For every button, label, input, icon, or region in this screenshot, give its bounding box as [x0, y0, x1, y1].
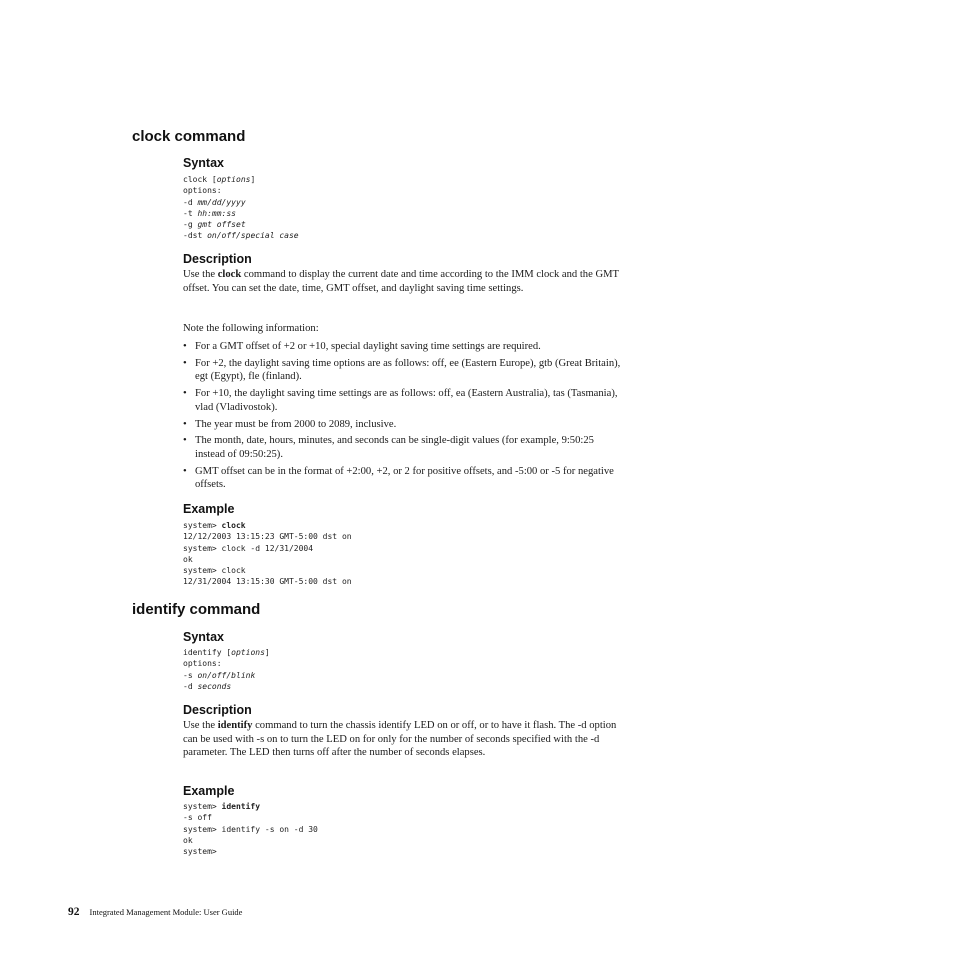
syntax-option-arg: mm/dd/yyyy: [197, 197, 246, 207]
syntax-option-flag: -d: [183, 681, 193, 691]
clock-command-heading: clock command: [132, 128, 246, 145]
list-item: [183, 357, 623, 384]
clock-description-heading: Description: [183, 252, 252, 266]
identify-syntax-block: identify [options] options: -s on/off/blink -d seconds: [183, 648, 270, 691]
command-name-bold: identify: [217, 720, 253, 731]
bullet-icon: •: [183, 357, 187, 369]
identify-description-text: [183, 719, 623, 760]
syntax-options-label: options:: [183, 659, 222, 669]
clock-notes-list: [183, 340, 623, 495]
description-text-part: Use the: [183, 720, 218, 731]
description-text-part: Use the: [183, 269, 218, 280]
bullet-icon: •: [183, 435, 187, 447]
syntax-option-arg: on/off/blink: [197, 670, 256, 680]
example-line: ok: [183, 554, 193, 564]
syntax-options-placeholder: options: [231, 648, 265, 657]
clock-example-block: [183, 520, 352, 588]
syntax-options-placeholder: options: [216, 175, 251, 184]
identify-description-heading: Description: [183, 703, 252, 717]
example-line: system> clock -d 12/31/2004: [183, 543, 314, 553]
example-line: system>: [183, 847, 217, 857]
syntax-option-flag: -t: [183, 208, 193, 218]
list-item-text: For +2, the daylight saving time options are as follows: off, ee (Eastern Europe), gtb (Great Britain), egt (Egypt), fle (finland).: [195, 357, 621, 383]
description-text-part: command to display the current date and time according to the IMM clock and the GMT offset. You can set the date, time, GMT offset, and daylight saving time settings.: [183, 269, 619, 294]
footer-doc-title: Integrated Management Module: User Guide: [89, 907, 243, 917]
example-prompt: system>: [183, 521, 222, 530]
example-line: ok: [183, 835, 193, 845]
list-item: [183, 387, 623, 414]
identify-example-block: [183, 801, 318, 857]
page-footer: [68, 902, 242, 920]
list-item: [183, 465, 623, 492]
syntax-command: identify: [183, 648, 222, 657]
list-item: [183, 340, 623, 354]
list-item-text: GMT offset can be in the format of +2:00, +2, or 2 for positive offsets, and -5:00 or -5 for negative offsets.: [195, 465, 614, 491]
example-line: system> clock: [183, 566, 246, 576]
syntax-option-arg: seconds: [197, 681, 232, 691]
syntax-option-flag: -g: [183, 220, 193, 230]
list-item-text: The year must be from 2000 to 2089, inclusive.: [195, 418, 397, 430]
page-number: 92: [68, 906, 80, 918]
syntax-option-arg: on/off/special case: [207, 231, 299, 241]
syntax-command: clock: [183, 175, 208, 184]
clock-syntax-heading: Syntax: [183, 156, 224, 170]
list-item: [183, 434, 623, 461]
list-item-text: For a GMT offset of +2 or +10, special daylight saving time settings are required.: [195, 341, 541, 352]
example-line: 12/12/2003 13:15:23 GMT-5:00 dst on: [183, 532, 352, 542]
syntax-option-flag: -dst: [183, 231, 203, 241]
syntax-option-flag: -s: [183, 670, 193, 680]
syntax-option-flag: -d: [183, 197, 193, 207]
example-bold-command: identify: [221, 802, 261, 811]
bullet-icon: •: [183, 418, 187, 430]
syntax-option-arg: hh:mm:ss: [197, 208, 236, 218]
command-name-bold: clock: [217, 269, 242, 280]
list-item-text: For +10, the daylight saving time settings are as follows: off, ea (Eastern Australia), tas (Tasmania), vlad (Vladivostok).: [195, 388, 618, 413]
example-prompt: system>: [183, 802, 222, 811]
identify-example-heading: Example: [183, 784, 235, 798]
example-line: 12/31/2004 13:15:30 GMT-5:00 dst on: [183, 577, 352, 587]
clock-example-heading: Example: [183, 502, 235, 516]
description-text-part: command to turn the chassis identify LED on or off, or to have it flash. The -d option can be used with -s on to turn the LED on for only for the number of seconds specified with the -d parameter. The LED then turns off after the number of seconds elapses.: [183, 720, 617, 759]
clock-description-text: [183, 268, 623, 295]
bullet-icon: •: [183, 341, 187, 352]
identify-command-heading: identify command: [132, 601, 261, 618]
list-item-text: The month, date, hours, minutes, and seconds can be single-digit values (for example, 9:50:25 instead of 09:50:25).: [195, 435, 594, 460]
syntax-options-label: options:: [183, 186, 222, 196]
clock-syntax-block: clock [options] options: -d mm/dd/yyyy -t hh:mm:ss -g gmt offset -dst on/off/special case: [183, 175, 299, 241]
example-line: system> identify -s on -d 30: [183, 824, 318, 834]
syntax-option-arg: gmt offset: [197, 220, 246, 230]
clock-note-text: Note the following information:: [183, 323, 319, 334]
list-item: [183, 418, 623, 432]
example-bold-command: clock: [221, 521, 246, 530]
bullet-icon: •: [183, 388, 187, 400]
example-line: -s off: [183, 813, 212, 823]
bullet-icon: •: [183, 465, 187, 477]
identify-syntax-heading: Syntax: [183, 630, 224, 644]
